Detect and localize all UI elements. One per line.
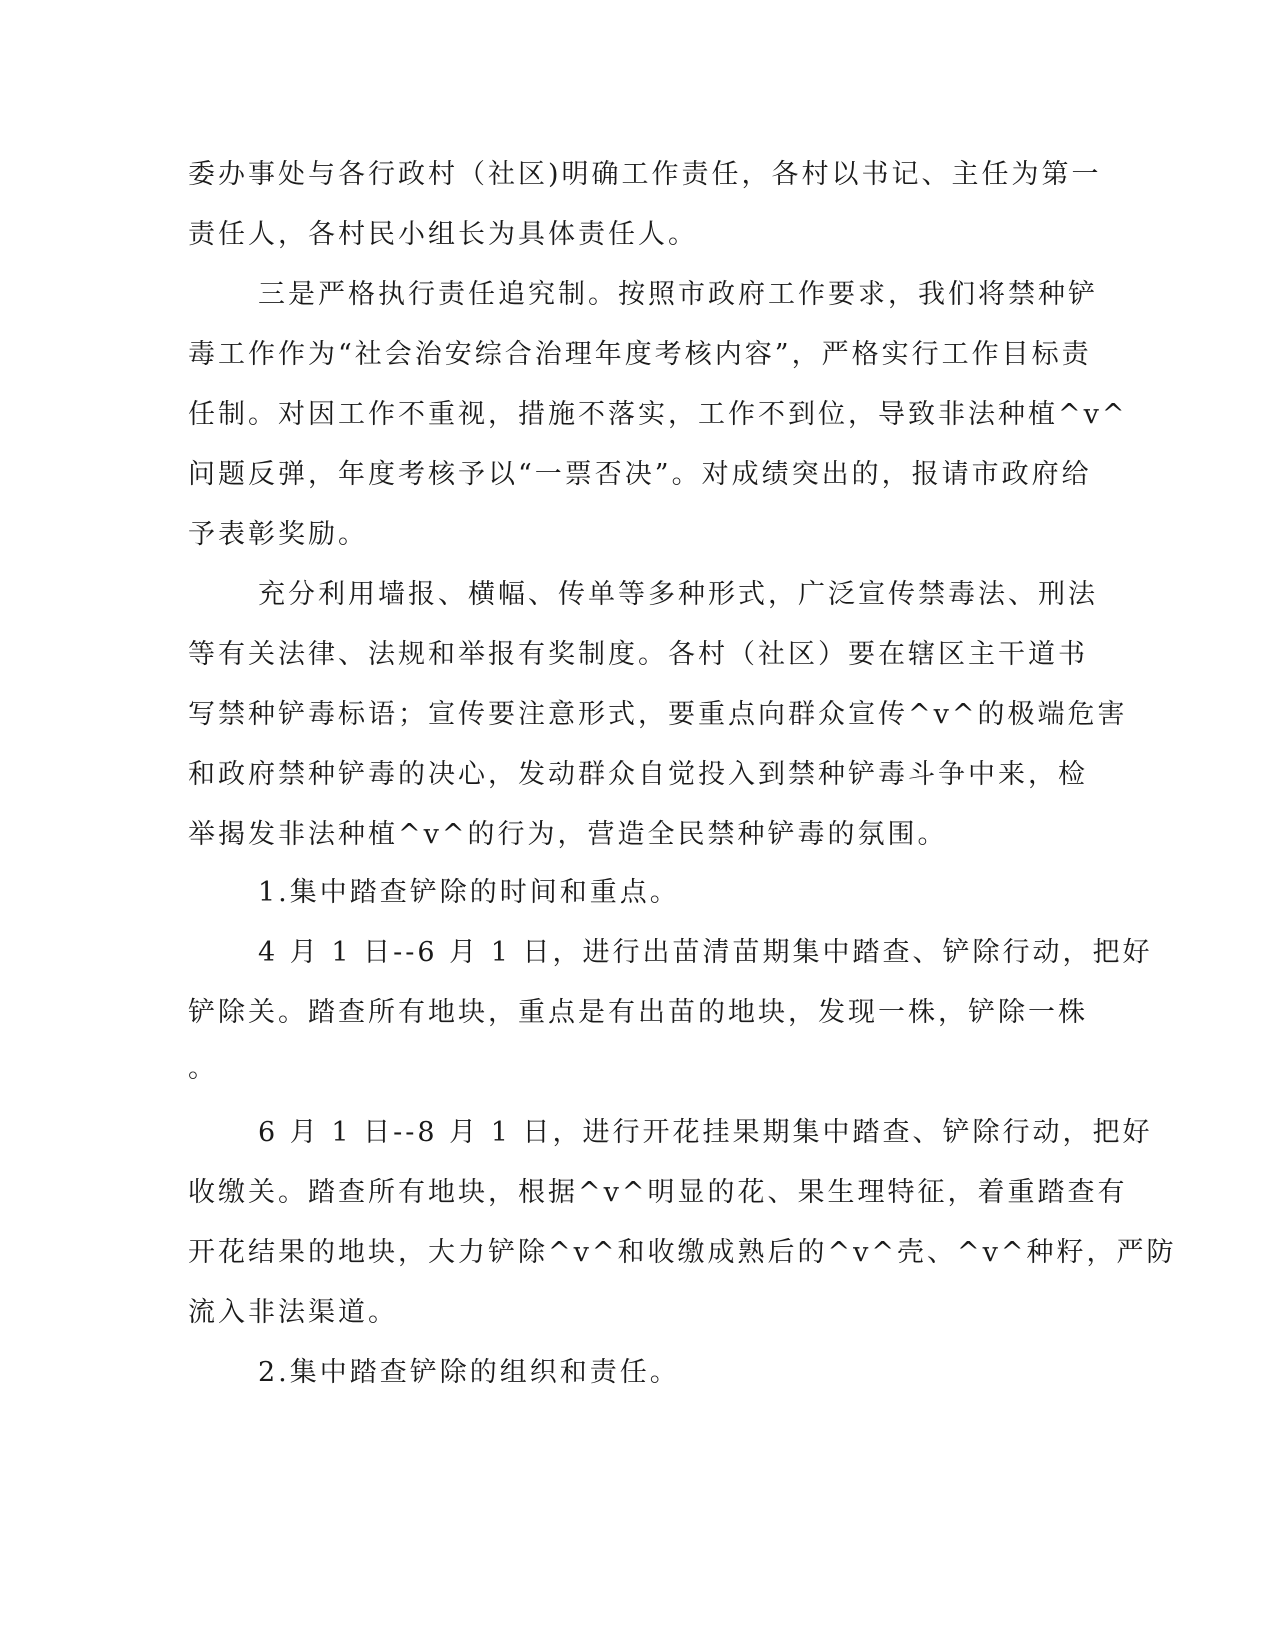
paragraph-line: 等有关法律、法规和举报有奖制度。各村（社区）要在辖区主干道书: [188, 639, 1088, 670]
paragraph-line: 收缴关。踏查所有地块，根据^v^明显的花、果生理特征，着重踏查有: [188, 1177, 1128, 1208]
paragraph-line: 举揭发非法种植^v^的行为，营造全民禁种铲毒的氛围。: [188, 819, 948, 850]
paragraph-line: 铲除关。踏查所有地块，重点是有出苗的地块，发现一株，铲除一株: [188, 997, 1088, 1028]
paragraph-line: 4 月 1 日--6 月 1 日，进行出苗清苗期集中踏查、铲除行动，把好: [258, 937, 1153, 968]
section-heading: 1.集中踏查铲除的时间和重点。: [258, 877, 680, 908]
paragraph-line: 委办事处与各行政村（社区)明确工作责任，各村以书记、主任为第一: [188, 159, 1102, 190]
paragraph-line: 开花结果的地块，大力铲除^v^和收缴成熟后的^v^壳、^v^种籽，严防: [188, 1237, 1177, 1268]
paragraph-line: 任制。对因工作不重视，措施不落实，工作不到位，导致非法种植^v^: [188, 399, 1128, 430]
paragraph-line: 责任人，各村民小组长为具体责任人。: [188, 219, 698, 250]
paragraph-line: 予表彰奖励。: [188, 519, 368, 550]
paragraph-line: 。: [188, 1053, 218, 1084]
paragraph-line: 问题反弹，年度考核予以“一票否决”。对成绩突出的，报请市政府给: [188, 459, 1092, 490]
paragraph-line: 充分利用墙报、横幅、传单等多种形式，广泛宣传禁毒法、刑法: [258, 579, 1098, 610]
paragraph-line: 三是严格执行责任追究制。按照市政府工作要求，我们将禁种铲: [258, 279, 1098, 310]
paragraph-line: 毒工作作为“社会治安综合治理年度考核内容”，严格实行工作目标责: [188, 339, 1092, 370]
paragraph-line: 和政府禁种铲毒的决心，发动群众自觉投入到禁种铲毒斗争中来，检: [188, 759, 1088, 790]
paragraph-line: 6 月 1 日--8 月 1 日，进行开花挂果期集中踏查、铲除行动，把好: [258, 1117, 1153, 1148]
paragraph-line: 流入非法渠道。: [188, 1297, 398, 1328]
section-heading: 2.集中踏查铲除的组织和责任。: [258, 1357, 680, 1388]
paragraph-line: 写禁种铲毒标语；宣传要注意形式，要重点向群众宣传^v^的极端危害: [188, 699, 1128, 730]
